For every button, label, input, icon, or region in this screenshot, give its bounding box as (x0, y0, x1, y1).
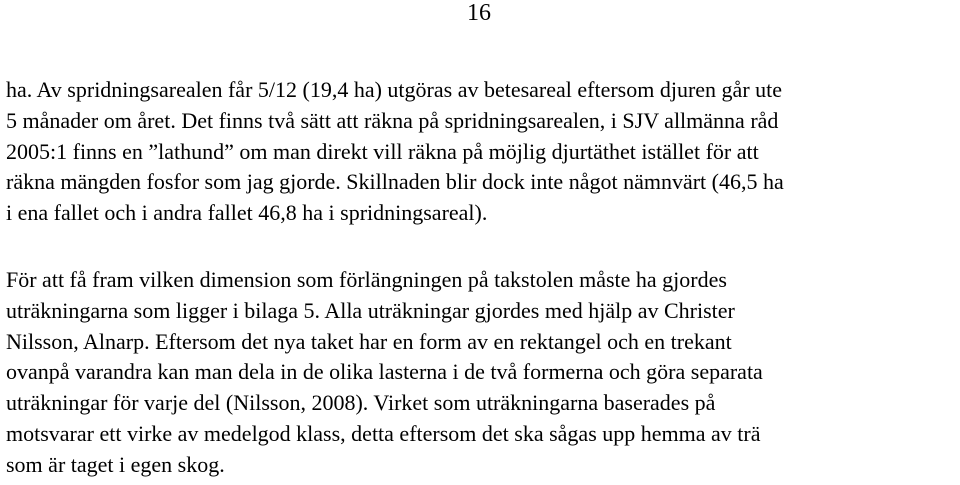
page-number: 16 (467, 0, 491, 26)
text-line: 5 månader om året. Det finns två sätt att räkna på spridningsarealen, i SJV allmänna råd (6, 107, 779, 133)
text-line: Nilsson, Alnarp. Eftersom det nya taket har en form av en rektangel och en trekant (6, 328, 732, 354)
text-line: ha. Av spridningsarealen får 5/12 (19,4 ha) utgöras av betesareal eftersom djuren går ute (6, 77, 783, 102)
text-line: 2005:1 finns en ”lathund” om man direkt vill räkna på möjlig djurtäthet istället för att (6, 138, 759, 164)
text-line: motsvarar ett virke av medelgod klass, detta eftersom det ska sågas upp hemma av trä (6, 420, 761, 446)
text-line: uträkningar för varje del (Nilsson, 2008). Virket som uträkningarna baserades på (6, 390, 716, 416)
paragraph-2 (6, 265, 956, 481)
text-line: i ena fallet och i andra fallet 46,8 ha i spridningsareal). (6, 200, 488, 226)
text-line: uträkningarna som ligger i bilaga 5. Alla uträkningar gjordes med hjälp av Christer (6, 297, 735, 323)
paragraph-1 (6, 75, 956, 229)
text-line: räkna mängden fosfor som jag gjorde. Skillnaden blir dock inte något nämnvärt (46,5 ha (6, 169, 784, 195)
text-line: som är taget i egen skog. (6, 451, 225, 477)
text-line: För att få fram vilken dimension som förlängningen på takstolen måste ha gjordes (6, 267, 727, 292)
text-line: ovanpå varandra kan man dela in de olika lasterna i de två formerna och göra separata (6, 359, 763, 385)
